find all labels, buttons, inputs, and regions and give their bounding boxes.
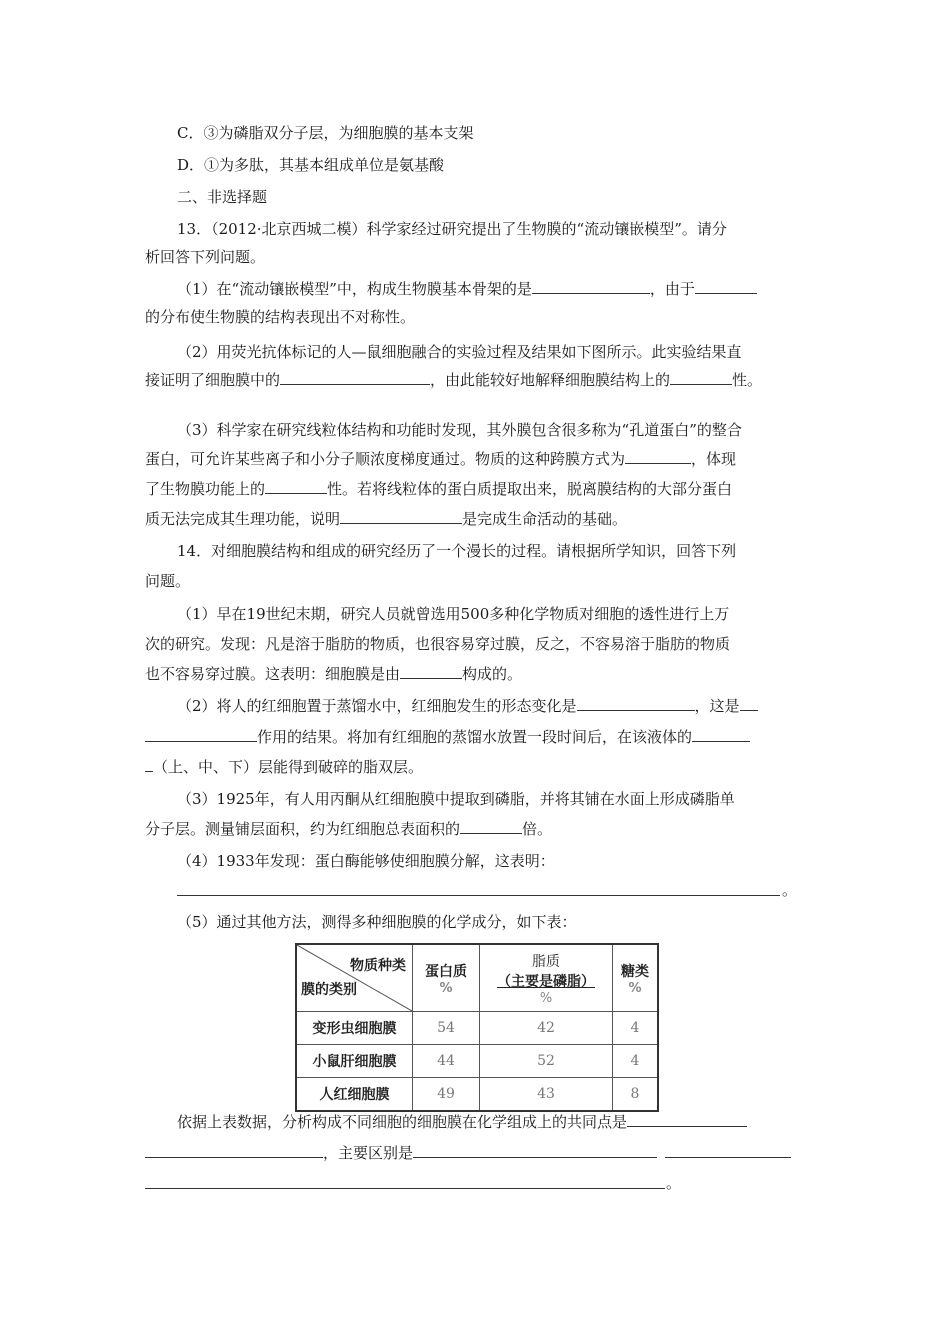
answer-blank[interactable] — [400, 664, 462, 679]
table-header-row — [296, 944, 658, 1012]
table-row — [296, 1078, 658, 1111]
answer-blank[interactable] — [665, 1143, 791, 1158]
q14-part2-line1: （2）将人的红细胞置于蒸馏水中，红细胞发生的形态变化是 ，这是 — [177, 696, 758, 716]
corner-top-label: 物质种类 — [350, 958, 406, 974]
answer-blank[interactable] — [670, 370, 732, 385]
answer-blank[interactable] — [280, 370, 430, 385]
q13-part3-line1: （3）科学家在研究线粒体结构和功能时发现，其外膜包含很多称为“孔道蛋白”的整合 — [177, 421, 742, 439]
option-d: D．①为多肽，其基本组成单位是氨基酸 — [177, 156, 445, 174]
section-heading: 二、非选择题 — [177, 188, 268, 206]
q14-part4-line1: （4）1933年发现：蛋白酶能够使细胞膜分解，这表明： — [177, 852, 555, 870]
row-label: 小鼠肝细胞膜 — [296, 1045, 413, 1078]
answer-blank[interactable] — [692, 727, 750, 742]
col-header-lipid: 脂质 （主要是磷脂） % — [480, 944, 613, 1012]
q13-part1-line2: 的分布使生物膜的结构表现出不对称性。 — [145, 308, 416, 326]
cell-protein: 49 — [413, 1078, 480, 1111]
q14-part5-line1: （5）通过其他方法，测得多种细胞膜的化学成分，如下表： — [177, 913, 577, 931]
answer-blank[interactable] — [145, 757, 153, 772]
table-corner-header — [296, 944, 413, 1012]
answer-blank[interactable] — [695, 279, 757, 294]
table-row — [296, 1012, 658, 1045]
membrane-composition-table — [295, 943, 659, 1112]
cell-sugar: 8 — [613, 1078, 659, 1111]
q14-part2-line2: 作用的结果。将加有红细胞的蒸馏水放置一段时间后，在该液体的 — [145, 727, 750, 747]
q13-part3-line3: 了生物膜功能上的 性。若将线粒体的蛋白质提取出来，脱离膜结构的大部分蛋白 — [145, 480, 733, 498]
cell-lipid: 43 — [480, 1078, 613, 1111]
col-header-protein: 蛋白质 % — [413, 944, 480, 1012]
q14-part1-line3: 也不容易穿过膜。这表明：细胞膜是由 构成的。 — [145, 665, 523, 683]
answer-blank[interactable] — [145, 1143, 323, 1158]
answer-blank[interactable] — [460, 819, 522, 834]
q14-stem-line2: 问题。 — [145, 572, 191, 590]
q13-part3-line4: 质无法完成其生理功能，说明 是完成生命活动的基础。 — [145, 510, 628, 528]
q13-part3-line2: 蛋白，可允许某些离子和小分子顺浓度梯度通过。物质的这种跨膜方式为 ，体现 — [145, 450, 737, 468]
cell-lipid: 52 — [480, 1045, 613, 1078]
answer-blank[interactable] — [265, 479, 327, 494]
answer-blank[interactable] — [627, 1112, 747, 1127]
table-row — [296, 1045, 658, 1078]
tail-line1: 依据上表数据，分析构成不同细胞的细胞膜在化学组成上的共同点是 — [177, 1112, 747, 1132]
answer-blank[interactable] — [413, 1143, 657, 1158]
answer-blank[interactable] — [532, 279, 650, 294]
cell-sugar: 4 — [613, 1045, 659, 1078]
q14-part1-line1: （1）早在19世纪末期，研究人员就曾选用500多种化学物质对细胞的透性进行上万 — [177, 605, 730, 623]
q14-stem-line1: 14．对细胞膜结构和组成的研究经历了一个漫长的过程。请根据所学知识，回答下列 — [177, 542, 737, 560]
q13-part2-line2: 接证明了细胞膜中的 ，由此能较好地解释细胞膜结构上的 性。 — [145, 371, 763, 389]
q14-part2-line3: （上、中、下）层能得到破碎的脂双层。 — [145, 757, 423, 777]
q14-part1-line2: 次的研究。发现：凡是溶于脂肪的物质，也很容易穿过膜，反之，不容易溶于脂肪的物质 — [145, 635, 731, 653]
answer-blank[interactable] — [577, 696, 695, 711]
answer-line[interactable] — [145, 1188, 665, 1189]
cell-sugar: 4 — [613, 1012, 659, 1045]
row-label: 人红细胞膜 — [296, 1078, 413, 1111]
answer-blank[interactable] — [625, 449, 691, 464]
answer-blank[interactable] — [740, 696, 758, 711]
answer-blank[interactable] — [145, 727, 257, 742]
tail-line2: ，主要区别是 — [145, 1143, 791, 1163]
answer-blank[interactable] — [340, 509, 462, 524]
q13-stem-line1: 13．（2012·北京西城二模）科学家经过研究提出了生物膜的“流动镶嵌模型”。请分 — [177, 220, 727, 238]
period: 。 — [782, 881, 798, 899]
cell-protein: 44 — [413, 1045, 480, 1078]
cell-lipid: 42 — [480, 1012, 613, 1045]
answer-line[interactable] — [177, 895, 780, 896]
q13-part2-line1: （2）用荧光抗体标记的人—鼠细胞融合的实验过程及结果如下图所示。此实验结果直 — [177, 343, 742, 361]
q13-stem-line2: 析回答下列问题。 — [145, 248, 266, 266]
q13-part1-line1: （1）在“流动镶嵌模型”中，构成生物膜基本骨架的是 ，由于 — [177, 279, 757, 299]
row-label: 变形虫细胞膜 — [296, 1012, 413, 1045]
cell-protein: 54 — [413, 1012, 480, 1045]
q14-part3-line2: 分子层。测量铺层面积，约为红细胞总表面积的 倍。 — [145, 820, 553, 838]
q14-part3-line1: （3）1925年，有人用丙酮从红细胞膜中提取到磷脂，并将其铺在水面上形成磷脂单 — [177, 790, 735, 808]
corner-bottom-label: 膜的类别 — [301, 982, 357, 998]
col-header-sugar: 糖类 % — [613, 944, 659, 1012]
period: 。 — [666, 1174, 682, 1192]
option-c: C．③为磷脂双分子层，为细胞膜的基本支架 — [177, 124, 474, 142]
